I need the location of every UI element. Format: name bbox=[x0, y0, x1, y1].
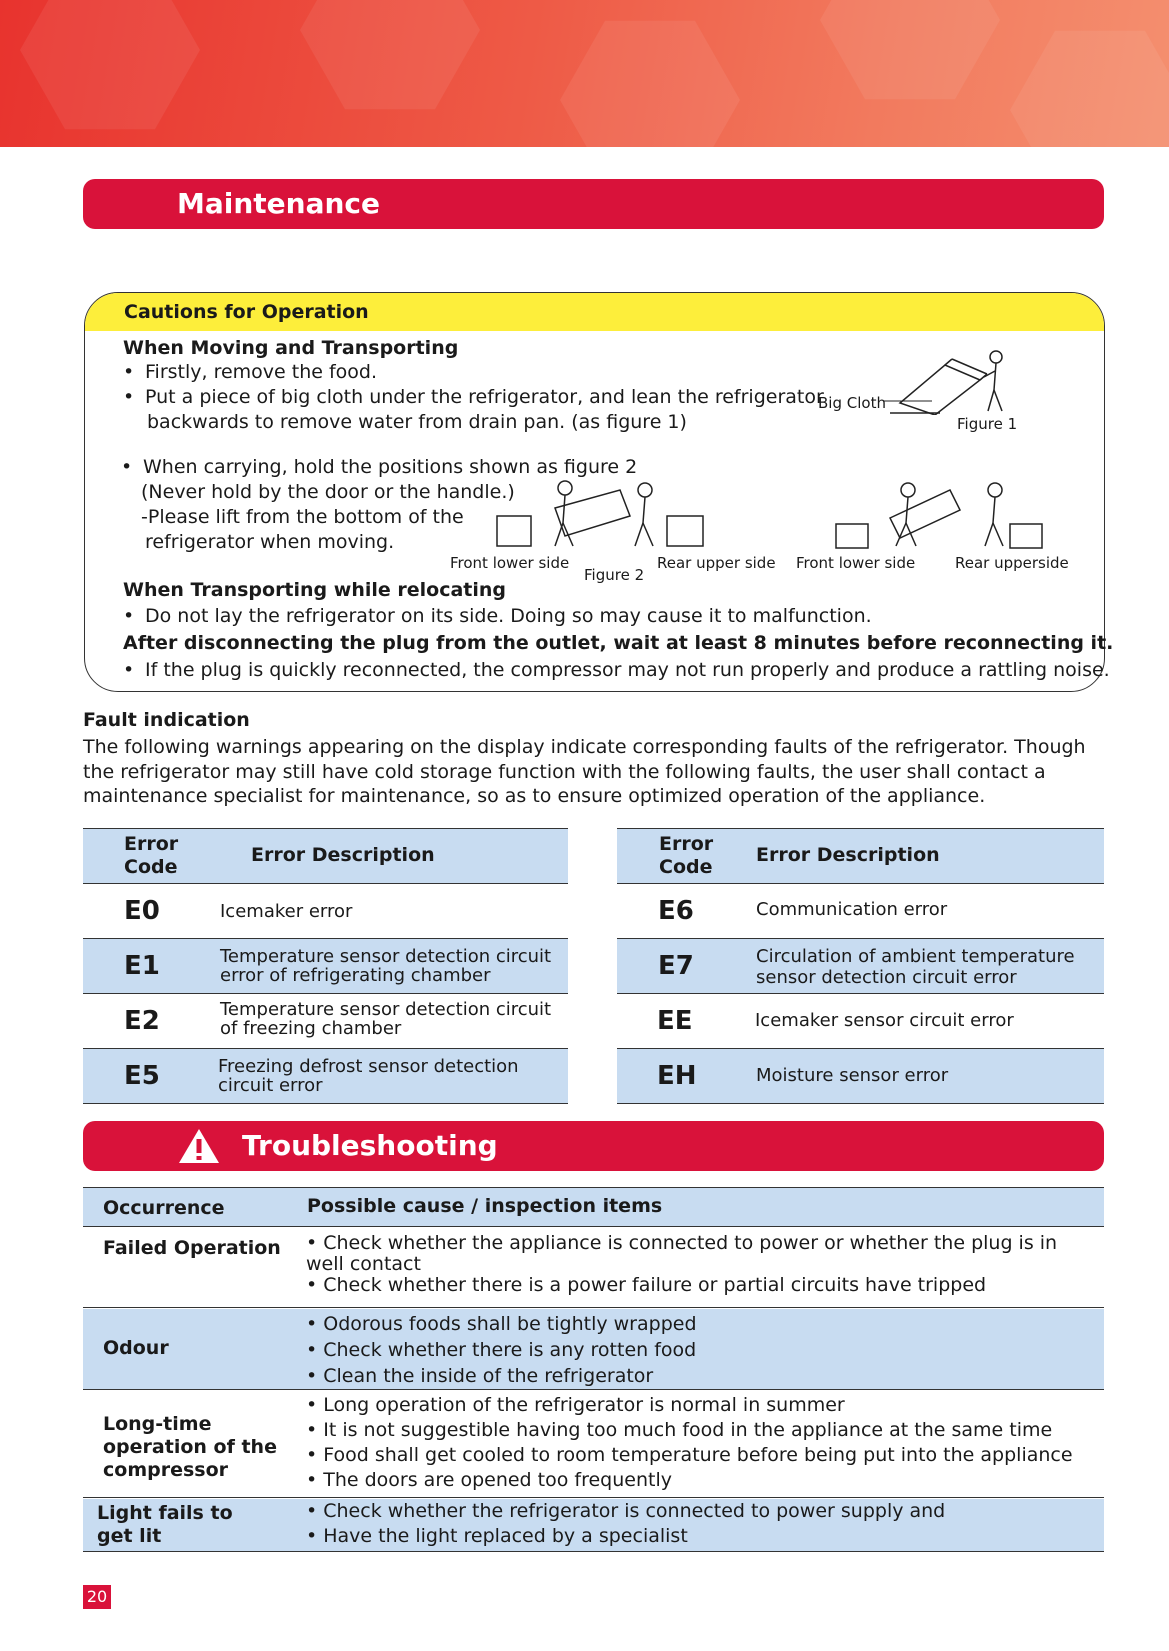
error-description-line-2: circuit error bbox=[218, 1075, 323, 1096]
carrying-refrigerator-drawing-2 bbox=[836, 483, 1042, 548]
maintenance-title: Maintenance bbox=[177, 187, 381, 220]
troubleshooting-header bbox=[83, 1187, 1104, 1227]
front-lower-label-1: Front lower side bbox=[450, 554, 570, 572]
cause-item: well contact bbox=[306, 1253, 421, 1275]
moving-title: When Moving and Transporting bbox=[123, 337, 459, 359]
error-description bbox=[755, 1011, 1014, 1030]
page-number: 20 bbox=[83, 1585, 111, 1609]
header-banner bbox=[0, 0, 1169, 147]
error-code: EE bbox=[657, 1006, 693, 1036]
troubleshooting-title: Troubleshooting bbox=[242, 1129, 498, 1162]
cause-item: • It is not suggestible having too much food in the appliance at the same time bbox=[306, 1419, 1053, 1441]
error-code: E1 bbox=[124, 951, 160, 981]
error-code: E0 bbox=[124, 896, 160, 926]
error-row bbox=[83, 884, 568, 939]
error-description-line-1: Freezing defrost sensor detection bbox=[218, 1056, 519, 1077]
cause-item: • Odorous foods shall be tightly wrapped bbox=[306, 1313, 697, 1335]
occurrence-label: Failed Operation bbox=[103, 1237, 281, 1259]
error-description-line-2: error of refrigerating chamber bbox=[220, 965, 491, 986]
error-code: EH bbox=[657, 1061, 697, 1091]
header-occurrence: Occurrence bbox=[103, 1197, 225, 1219]
cause-list bbox=[306, 1499, 945, 1549]
header-code-line-1: Error bbox=[659, 833, 714, 855]
cause-item: • Long operation of the refrigerator is normal in summer bbox=[306, 1394, 845, 1416]
cause-item: • Check whether there is any rotten food bbox=[306, 1339, 697, 1361]
error-row bbox=[617, 1049, 1104, 1104]
error-description bbox=[220, 1000, 551, 1038]
cautions-header bbox=[85, 293, 1104, 331]
header-error-description: Error Description bbox=[251, 844, 435, 866]
error-description-line-1: Communication error bbox=[756, 899, 948, 920]
plug-title: After disconnecting the plug from the outlet, wait at least 8 minutes before reconnecting it. bbox=[123, 632, 1114, 654]
carry-line-1: • When carrying, hold the positions shown as figure 2 bbox=[143, 456, 637, 478]
error-description-line-1: Temperature sensor detection circuit bbox=[220, 999, 552, 1020]
error-description bbox=[756, 1066, 948, 1085]
troubleshooting-row bbox=[83, 1227, 1104, 1308]
error-description-line-1: Temperature sensor detection circuit bbox=[220, 946, 552, 967]
error-row bbox=[83, 994, 568, 1049]
figure2-right-illustration bbox=[830, 478, 1050, 550]
figure2-caption: Figure 2 bbox=[584, 566, 645, 584]
header-error-code bbox=[124, 833, 178, 879]
warning-triangle-icon bbox=[177, 1127, 221, 1165]
banner-hexagon bbox=[300, 0, 480, 120]
rear-upper-label-2: Rear upperside bbox=[955, 554, 1069, 572]
cause-list bbox=[306, 1233, 1057, 1296]
header-possible-cause: Possible cause / inspection items bbox=[307, 1195, 663, 1217]
error-description-line-2: sensor detection circuit error bbox=[756, 967, 1017, 988]
relocating-bullet-1: • Do not lay the refrigerator on its side. Doing so may cause it to malfunction. bbox=[145, 605, 872, 627]
error-description bbox=[756, 900, 947, 919]
header-code-line-2: Code bbox=[659, 856, 713, 878]
cautions-heading: Cautions for Operation bbox=[124, 301, 369, 323]
cause-item: • The doors are opened too frequently bbox=[306, 1469, 672, 1491]
figure2-left-illustration bbox=[495, 478, 715, 550]
error-code: E5 bbox=[124, 1061, 160, 1091]
header-code-line-2: Code bbox=[124, 856, 178, 878]
troubleshooting-row bbox=[83, 1309, 1104, 1390]
carrying-refrigerator-drawing bbox=[497, 481, 703, 546]
error-table-header bbox=[83, 828, 568, 884]
error-row bbox=[617, 939, 1104, 994]
error-description bbox=[220, 902, 352, 921]
header-error-description: Error Description bbox=[756, 844, 940, 866]
error-code: E2 bbox=[124, 1006, 160, 1036]
error-row bbox=[83, 939, 568, 994]
troubleshooting-section-bar bbox=[83, 1121, 1104, 1171]
cause-list bbox=[306, 1393, 1073, 1493]
cause-item: • Food shall get cooled to room temperature before being put into the appliance bbox=[306, 1444, 1073, 1466]
moving-bullet-1: • Firstly, remove the food. bbox=[145, 361, 377, 383]
moving-bullet-2: • Put a piece of big cloth under the refrigerator, and lean the refrigerator bbox=[145, 386, 824, 408]
cause-item: • Check whether the appliance is connected to power or whether the plug is in bbox=[306, 1232, 1058, 1254]
cause-item: • Check whether there is a power failure or partial circuits have tripped bbox=[306, 1274, 987, 1296]
fault-indication-title: Fault indication bbox=[83, 709, 250, 731]
figure1-caption: Figure 1 bbox=[957, 415, 1018, 433]
occurrence-label: Odour bbox=[103, 1337, 169, 1359]
error-table-header bbox=[617, 828, 1104, 884]
header-error-code bbox=[659, 833, 713, 879]
cause-item: • Check whether the refrigerator is connected to power supply and bbox=[306, 1500, 946, 1522]
occurrence-line: compressor bbox=[103, 1459, 229, 1481]
relocating-title: When Transporting while relocating bbox=[123, 579, 507, 601]
header-code-line-1: Error bbox=[124, 833, 179, 855]
banner-hexagon bbox=[820, 0, 1000, 110]
carry-line-3: -Please lift from the bottom of the bbox=[141, 506, 464, 528]
banner-hexagon bbox=[1010, 20, 1169, 147]
front-lower-label-2: Front lower side bbox=[796, 554, 916, 572]
error-description-line-1: Icemaker error bbox=[220, 901, 353, 922]
error-description-line-1: Moisture sensor error bbox=[756, 1065, 949, 1086]
error-description bbox=[218, 1057, 519, 1095]
occurrence-label bbox=[97, 1502, 233, 1548]
troubleshooting-row bbox=[83, 1499, 1104, 1552]
error-row bbox=[83, 1049, 568, 1104]
occurrence-label bbox=[103, 1413, 277, 1482]
error-description bbox=[220, 947, 551, 985]
banner-hexagon bbox=[560, 10, 740, 147]
occurrence-line: Long-time bbox=[103, 1413, 212, 1435]
big-cloth-label: Big Cloth bbox=[818, 394, 886, 412]
error-description-line-1: Circulation of ambient temperature bbox=[756, 946, 1075, 967]
banner-hexagon bbox=[20, 0, 200, 140]
error-code: E6 bbox=[658, 896, 694, 926]
troubleshooting-row bbox=[83, 1391, 1104, 1498]
error-description bbox=[756, 946, 1075, 988]
carry-line-2: (Never hold by the door or the handle.) bbox=[141, 481, 515, 503]
occurrence-line: operation of the bbox=[103, 1436, 277, 1458]
error-description-line-1: Icemaker sensor circuit error bbox=[755, 1010, 1014, 1031]
error-code: E7 bbox=[658, 951, 694, 981]
occurrence-line: Light fails to bbox=[97, 1502, 233, 1524]
rear-upper-label-1: Rear upper side bbox=[657, 554, 776, 572]
cause-item: • Clean the inside of the refrigerator bbox=[306, 1365, 654, 1387]
error-description-line-2: of freezing chamber bbox=[220, 1018, 402, 1039]
occurrence-line: get lit bbox=[97, 1525, 162, 1547]
maintenance-section-bar bbox=[83, 179, 1104, 229]
fault-indication-text: The following warnings appearing on the display indicate corresponding faults of the refrigerator. Though the refrigerator may still have cold storage function with the following faults, the user shall contact a maintenance specialist for maintenance, so as to ensure optimized operation of the appliance. bbox=[83, 736, 1086, 807]
error-row bbox=[617, 884, 1104, 939]
cause-list bbox=[306, 1311, 697, 1389]
error-row bbox=[617, 994, 1104, 1049]
carry-line-4: refrigerator when moving. bbox=[145, 531, 395, 553]
plug-bullet-1: • If the plug is quickly reconnected, the compressor may not run properly and produce a rattling noise. bbox=[145, 659, 1110, 681]
moving-bullet-2-cont: backwards to remove water from drain pan. (as figure 1) bbox=[147, 411, 687, 433]
cause-item: • Have the light replaced by a specialist bbox=[306, 1525, 688, 1547]
big-cloth-pointer bbox=[884, 396, 934, 406]
